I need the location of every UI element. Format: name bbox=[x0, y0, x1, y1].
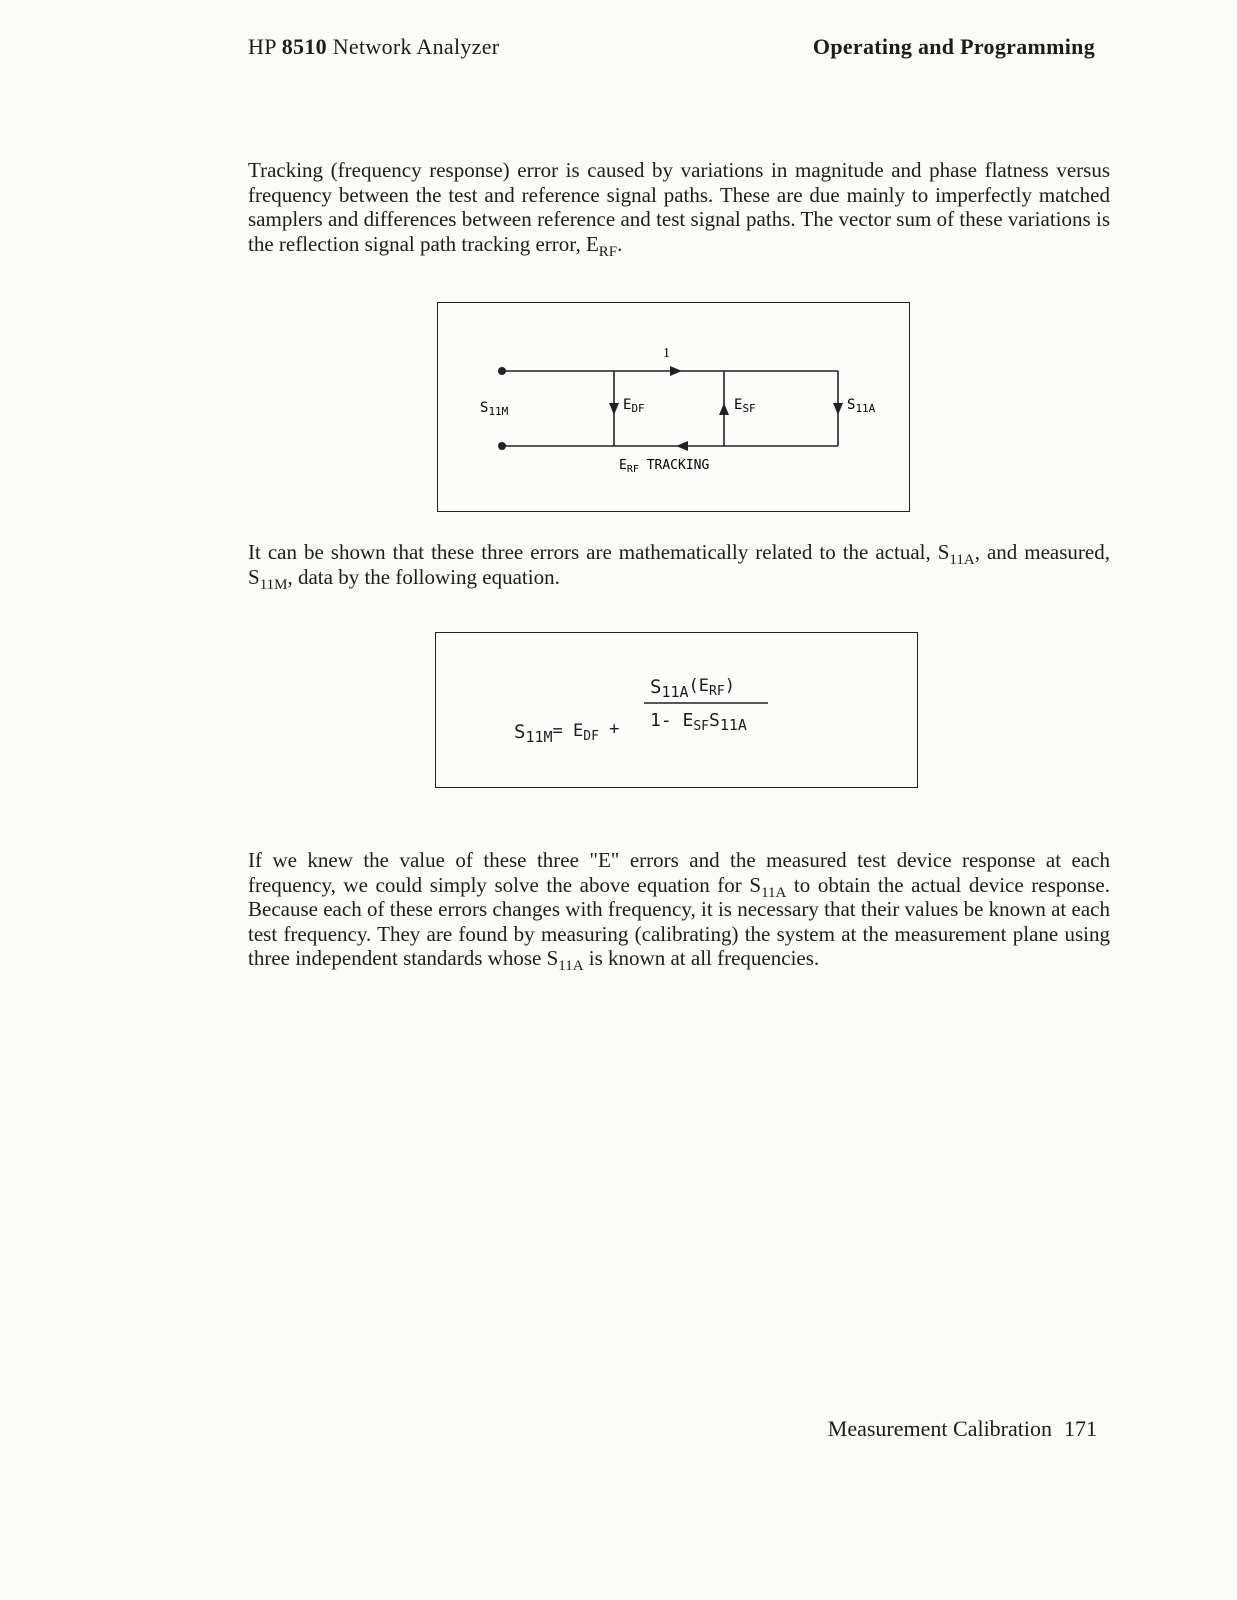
esf-label: $E_{SF}$ bbox=[734, 397, 756, 415]
node-s11m-label: $S_{11M}$ bbox=[480, 400, 509, 418]
signal-flow-diagram bbox=[437, 302, 910, 512]
s11a-label: $S_{11A}$ bbox=[847, 397, 876, 415]
signal-flow-graph bbox=[438, 303, 909, 511]
arrow-right bbox=[670, 366, 682, 376]
equation-lhs: $S_{11M}= E_{DF}$ + bbox=[514, 719, 620, 746]
paragraph-relation: It can be shown that these three errors are mathematically related to the actual, $S_{11A}$, and measured, $S_{11M}$, data by the following equation. bbox=[248, 540, 1110, 593]
footer-section: Measurement Calibration bbox=[827, 1416, 1052, 1441]
arrow-up-esf bbox=[719, 403, 729, 415]
node-a1 bbox=[498, 367, 506, 375]
node-b1 bbox=[498, 442, 506, 450]
erf-tracking-label: $E_{RF}$ TRACKING bbox=[619, 458, 710, 475]
page-footer bbox=[828, 1416, 1097, 1442]
equation-box bbox=[435, 632, 918, 788]
paragraph-solution: If we knew the value of these three "E" errors and the measured test device response at each frequency, we could simply solve the above equation for $S_{11A}$ to obtain the actual device response. Because each of these errors changes with frequency, it is necessary that their values be known at each test frequency. They are found by measuring (calibrating) the system at the measurement plane using three independent standards whose $S_{11A}$ is known at all frequencies. bbox=[248, 848, 1111, 974]
running-header-left: HP 8510 Network Analyzer bbox=[248, 34, 500, 59]
page-number: 171 bbox=[1064, 1416, 1097, 1441]
arrow-down-edf bbox=[609, 403, 619, 415]
equation-denominator: 1- $E_{SF}S_{11A}$ bbox=[650, 710, 747, 734]
arrow-down-s11a bbox=[833, 403, 843, 415]
equation-numerator: $S_{11A}(E_{RF})$ bbox=[650, 676, 735, 701]
edf-label: $E_{DF}$ bbox=[623, 397, 645, 415]
branch-gain-label: 1 bbox=[663, 346, 670, 361]
running-header-right: Operating and Programming bbox=[812, 34, 1095, 59]
model-number: 8510 bbox=[281, 34, 327, 59]
arrow-left bbox=[676, 441, 688, 451]
equation-drawing bbox=[436, 633, 917, 787]
paragraph-tracking-error: Tracking (frequency response) error is caused by variations in magnitude and phase flatness versus frequency between the test and reference signal paths. These are due mainly to imperfectly matched samplers and differences between reference and test signal paths. The vector sum of these variations is the reflection signal path tracking error, $E_{RF}$. bbox=[248, 158, 1110, 260]
